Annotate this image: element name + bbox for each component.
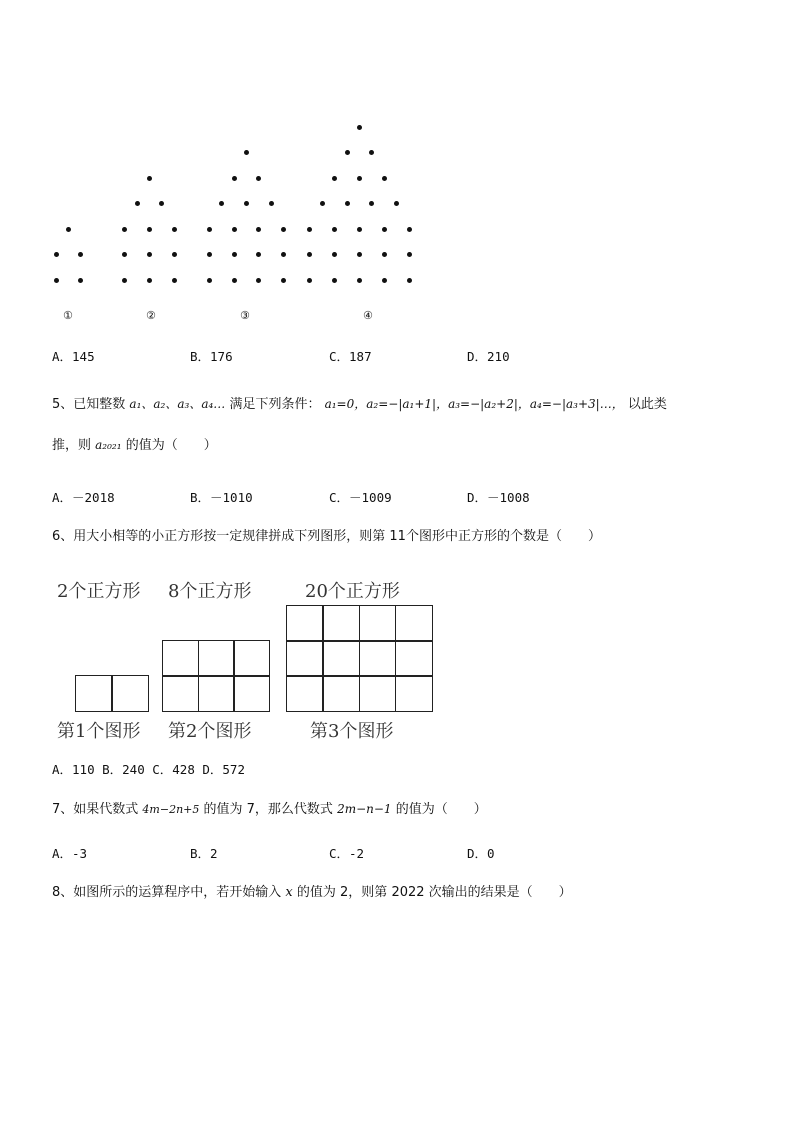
q8-question xyxy=(52,885,572,901)
q7-mid: 的值为 7，那么代数式 xyxy=(203,802,333,817)
dot xyxy=(78,278,83,283)
dot xyxy=(382,252,387,257)
dot xyxy=(122,252,127,257)
dot xyxy=(66,227,71,232)
q6-top-label-1: 2个正方形 xyxy=(57,581,141,602)
dot xyxy=(147,227,152,232)
dot xyxy=(357,227,362,232)
q8-post: 的值为 2，则第 2022 次输出的结果是（ ） xyxy=(296,885,572,900)
dot xyxy=(357,278,362,283)
q6-question: 6、用大小相等的小正方形按一定规律拼成下列图形，则第 11个图形中正方形的个数是（ ） xyxy=(52,529,601,544)
dot xyxy=(232,176,237,181)
grid-square xyxy=(162,640,199,677)
q7-option-c: C．-2 xyxy=(329,846,365,861)
dot xyxy=(207,227,212,232)
dot xyxy=(281,227,286,232)
dot xyxy=(332,227,337,232)
grid-square xyxy=(286,605,324,642)
q5-line1 xyxy=(52,396,667,413)
dot xyxy=(307,252,312,257)
q7-option-a: A．-3 xyxy=(52,846,88,861)
dot xyxy=(147,252,152,257)
dot xyxy=(369,201,374,206)
dot xyxy=(244,201,249,206)
dot xyxy=(147,278,152,283)
dot xyxy=(332,252,337,257)
q5-option-d: D．－1008 xyxy=(467,490,530,505)
dot xyxy=(407,227,412,232)
dot xyxy=(159,201,164,206)
q5-mid: 满足下列条件： xyxy=(229,397,321,412)
q6-top-label-2: 8个正方形 xyxy=(168,581,252,602)
q5-option-a: A．－2018 xyxy=(52,490,115,505)
dot xyxy=(219,201,224,206)
q5-line2 xyxy=(52,437,217,454)
dot xyxy=(232,227,237,232)
dot xyxy=(345,150,350,155)
figure-label-3: ③ xyxy=(240,309,250,322)
dot xyxy=(320,201,325,206)
dot xyxy=(207,278,212,283)
dot xyxy=(394,201,399,206)
dot xyxy=(232,278,237,283)
q5-line2-post: 的值为（ ） xyxy=(125,438,217,453)
grid-square xyxy=(395,640,433,677)
grid-square xyxy=(233,640,270,677)
dot xyxy=(357,176,362,181)
q5-suffix: 以此类 xyxy=(627,397,667,412)
dot xyxy=(78,252,83,257)
q8-var: x xyxy=(285,885,293,900)
grid-square xyxy=(322,675,360,712)
dot xyxy=(122,278,127,283)
grid-square xyxy=(286,675,324,712)
dot xyxy=(357,125,362,130)
dot xyxy=(122,227,127,232)
dot xyxy=(269,201,274,206)
dot xyxy=(345,201,350,206)
q6-bottom-label-2: 第2个图形 xyxy=(168,721,252,742)
grid-square xyxy=(359,675,397,712)
grid-square xyxy=(162,675,199,712)
grid-square xyxy=(233,675,270,712)
dot xyxy=(244,150,249,155)
dot xyxy=(256,252,261,257)
dot xyxy=(281,278,286,283)
dot xyxy=(232,252,237,257)
dot xyxy=(54,278,59,283)
dot xyxy=(332,176,337,181)
q6-top-label-3: 20个正方形 xyxy=(305,581,400,602)
q5-prefix: 5、已知整数 xyxy=(52,397,126,412)
grid-square xyxy=(198,640,235,677)
dot xyxy=(256,278,261,283)
grid-square xyxy=(322,640,360,677)
q7-expr2: 2m−n−1 xyxy=(337,802,392,816)
grid-square xyxy=(75,675,113,712)
q4-option-d: D．210 xyxy=(467,349,510,364)
q7-pre: 7、如果代数式 xyxy=(52,802,139,817)
q7-option-d: D．0 xyxy=(467,846,495,861)
dot xyxy=(135,201,140,206)
dot xyxy=(307,278,312,283)
q4-option-b: B．176 xyxy=(190,349,233,364)
dot xyxy=(382,227,387,232)
grid-square xyxy=(359,605,397,642)
figure-label-1: ① xyxy=(63,309,73,322)
dot xyxy=(382,176,387,181)
dot xyxy=(357,252,362,257)
grid-square xyxy=(111,675,149,712)
q8-pre: 8、如图所示的运算程序中，若开始输入 xyxy=(52,885,282,900)
dot xyxy=(172,278,177,283)
q6-options: A．110 B．240 C．428 D．572 xyxy=(52,762,245,777)
figure-label-4: ④ xyxy=(363,309,373,322)
q7-question xyxy=(52,801,487,818)
q5-option-c: C．－1009 xyxy=(329,490,392,505)
dot xyxy=(307,227,312,232)
q5-option-b: B．－1010 xyxy=(190,490,253,505)
grid-square xyxy=(322,605,360,642)
grid-square xyxy=(198,675,235,712)
q6-bottom-label-3: 第3个图形 xyxy=(310,721,394,742)
q5-sequence: a₁、a₂、a₃、a₄… xyxy=(129,397,226,411)
q5-line2-pre: 推，则 xyxy=(52,438,92,453)
dot xyxy=(407,252,412,257)
grid-square xyxy=(286,640,324,677)
grid-square xyxy=(395,675,433,712)
q6-bottom-label-1: 第1个图形 xyxy=(57,721,141,742)
grid-square xyxy=(395,605,433,642)
q4-option-a: A．145 xyxy=(52,349,95,364)
figure-label-2: ② xyxy=(146,309,156,322)
q4-option-c: C．187 xyxy=(329,349,372,364)
dot xyxy=(207,252,212,257)
dot xyxy=(256,227,261,232)
grid-square xyxy=(359,640,397,677)
q7-expr1: 4m−2n+5 xyxy=(142,803,200,816)
dot xyxy=(256,176,261,181)
dot xyxy=(382,278,387,283)
q5-var: a₂₀₂₁ xyxy=(95,438,122,452)
dot xyxy=(147,176,152,181)
dot xyxy=(281,252,286,257)
q7-post: 的值为（ ） xyxy=(395,802,487,817)
q7-option-b: B．2 xyxy=(190,846,218,861)
dot xyxy=(172,227,177,232)
dot xyxy=(54,252,59,257)
dot xyxy=(172,252,177,257)
dot xyxy=(369,150,374,155)
q5-conditions: a₁=0，a₂=−|a₁+1|，a₃=−|a₂+2|，a₄=−|a₃+3|…， xyxy=(324,397,624,411)
dot xyxy=(407,278,412,283)
dot xyxy=(332,278,337,283)
